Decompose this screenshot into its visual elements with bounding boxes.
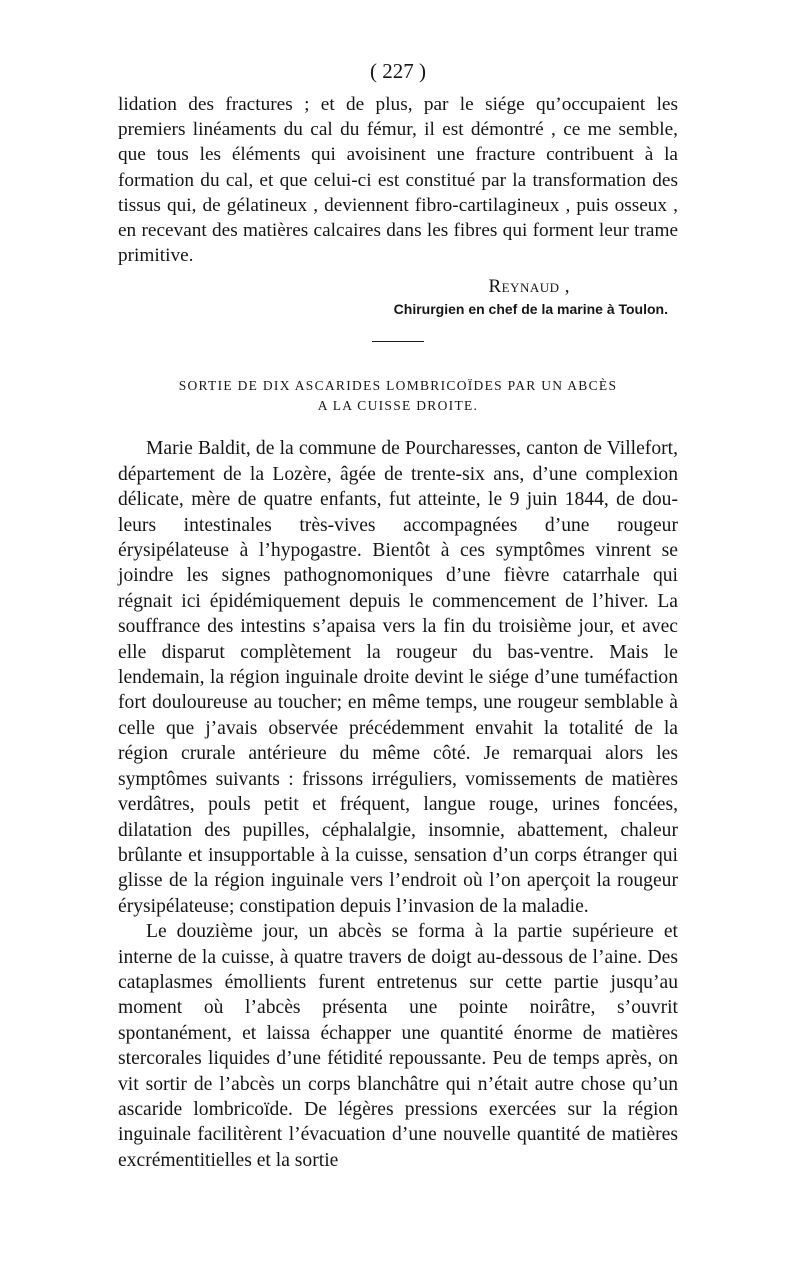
signature-block [118, 274, 678, 319]
article-body [118, 436, 678, 1173]
book-page [118, 58, 678, 1173]
body-paragraph-2: Le douzième jour, un abcès se forma à la partie supérieure et interne de la cuisse, à quatre travers de doigt au-dessous de l’aine. Des cataplasmes émollients furent entretenus sur cette partie jusqu’au moment où l’abcès présenta une pointe noirâtre, s’ouvrit spontanément, et laissa échapper une quantité énorme de matières stercorales liquides d’une fétidité repoussante. Peu de temps après, on vit sortir de l’abcès un corps blanchâtre qui n’était autre chose qu’un ascaride lombricoïde. De légères pressions exercées sur la région inguinale facilitèrent l’évacuation d’une nouvelle quantité de matières excrémentitielles et la sortie [118, 921, 678, 1171]
section-title [118, 376, 678, 416]
continuation-paragraph: lidation des fractures ; et de plus, par le siége qu’occupaient les premiers linéaments du cal du fémur, il est démontré , ce me semble, que tous les éléments qui avoisinent une fracture contribuent à la formation du cal, et que celui-ci est constitué par la transformation des tissus qui, de gélatineux , deviennent fibro-cartilagineux , puis osseux , en recevant des matières calcaires dans les fibres qui forment leur trame primitive. [118, 94, 678, 267]
page-number: ( 227 ) [370, 59, 426, 83]
section-title-line-1: SORTIE DE DIX ASCARIDES LOMBRICOÏDES PAR UN ABCÈS [178, 378, 618, 394]
author-name: Reynaud , [488, 276, 570, 298]
section-divider [372, 341, 424, 342]
author-title: Chirurgien en chef de la marine à Toulon. [393, 301, 668, 318]
body-paragraph-1: Marie Baldit, de la commune de Pourcharesses, canton de Villefort, département de la Lozère, âgée de trente-six ans, d’une complexion délicate, mère de quatre enfants, fut atteinte, le 9 juin 1844, de douleurs intestinales très-vives accompagnées d’une rougeur érysipélateuse à l’hypogastre. Bientôt à ces symptômes vinrent se joindre les signes pathognomoniques d’une fièvre catarrhale qui régnait ici épidémiquement depuis le commencement de l’hiver. La souffrance des intestins s’apaisa vers la fin du troisième jour, et avec elle disparut complètement la rougeur du bas-ventre. Mais le lendemain, la région inguinale droite devint le siége d’une tuméfaction fort douloureuse au toucher; en même temps, une rougeur semblable à celle que j’avais observée précédemment envahit la totalité de la région crurale antérieure du même côté. Je remarquai alors les symptômes suivants : frissons irréguliers, vomissements de matières verdâtres, pouls petit et fréquent, langue rouge, urines foncées, dilatation des pupilles, céphalalgie, insomnie, abattement, chaleur brûlante et insupportable à la cuisse, sensation d’un corps étranger qui glisse de la région inguinale vers l’endroit où l’on aperçoit la rougeur érysipélateuse; constipation depuis l’invasion de la maladie. [118, 438, 678, 917]
section-title-line-2: A LA CUISSE DROITE. [317, 398, 479, 414]
